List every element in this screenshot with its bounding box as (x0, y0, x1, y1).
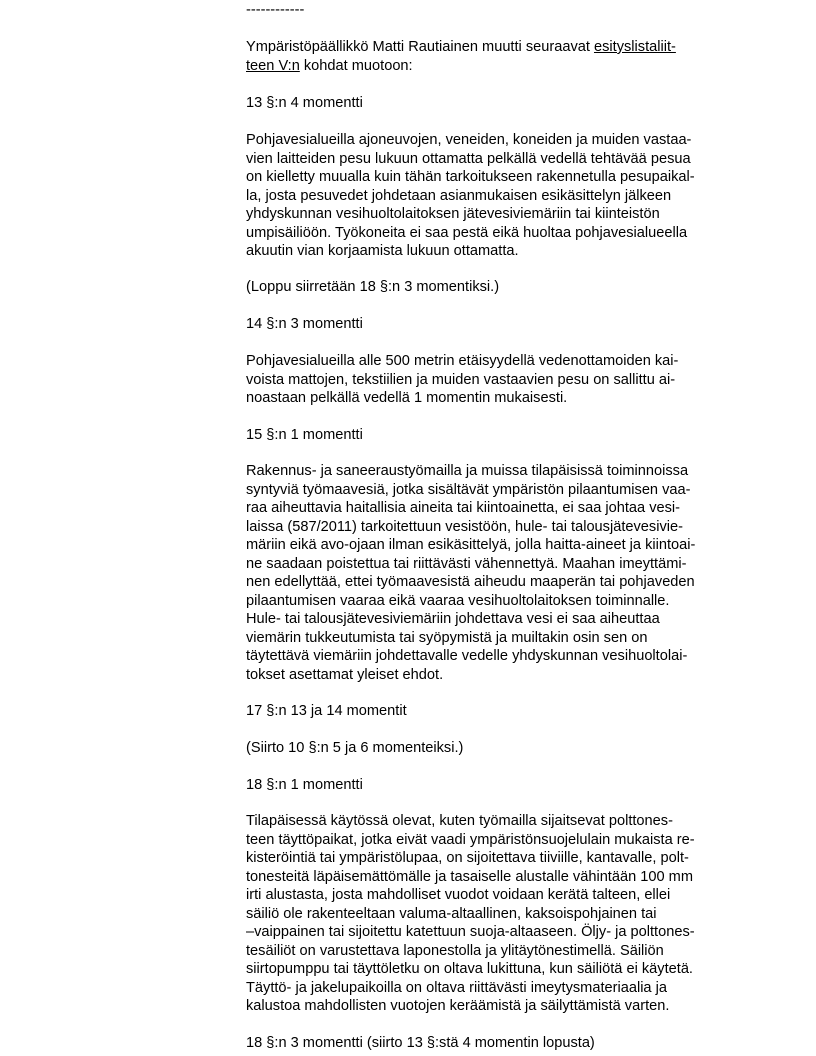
section-15-line: Rakennus- ja saneeraustyömailla ja muissa tilapäisissä toiminnoissa (246, 463, 689, 479)
section-13-line: umpisäiliöön. Työkoneita ei saa pestä eikä huoltaa pohjavesialueella (246, 224, 688, 241)
section-15-line: täytettävä viemäriin johdettavalle vedelle yhdyskunnan vesihuoltolai- (246, 648, 688, 664)
section-15-line: nen edellyttää, ettei työmaavesistä aiheudu maaperän tai pohjaveden (246, 574, 695, 590)
section-13-note: (Loppu siirretään 18 §:n 3 momentiksi.) (246, 279, 500, 295)
section-18-line: –vaippainen tai sijoitettu katettuun suoja-altaaseen. Öljy- ja polttones- (246, 924, 695, 940)
section-13-line: vien laitteiden pesu lukuun ottamatta pelkällä vedellä tehtävää pesua (246, 150, 691, 167)
section-18-line: säiliö ole rakenteeltaan valuma-altaallinen, kaksoispohjainen tai (246, 905, 657, 922)
section-15-line: laissa (587/2011) tarkoitettuun vesistöön, hule- tai talousjätevesivie- (246, 518, 683, 535)
section-18-line: tesäiliöt on varustettava laponestolla ja ylitäytönestimellä. Säiliön (246, 942, 664, 959)
section-13-heading: 13 §:n 4 momentti (246, 95, 363, 111)
section-18-line: teen täyttöpaikat, jotka eivät vaadi ympäristönsuojelulain mukaista re- (246, 831, 695, 848)
section-18-line: kalustoa mahdollisten vuotojen keräämistä ja säilyttämistä varten. (246, 998, 670, 1014)
section-15-line: ne saadaan poistettua tai riittävästi vähennettyä. Maahan imeyttämi- (246, 555, 687, 572)
section-18-line: Tilapäisessä käytössä olevat, kuten työmailla sijaitsevat polttones- (246, 813, 673, 829)
section-17-heading: 17 §:n 13 ja 14 momentit (246, 703, 407, 719)
section-15-heading: 15 §:n 1 momentti (246, 427, 363, 443)
intro-line-1 (246, 38, 676, 57)
section-15-line: syntyviä työmaavesiä, jotka sisältävät ympäristön pilaantumisen vaa- (246, 481, 691, 498)
section-13-line: yhdyskunnan vesihuoltolaitoksen jätevesiviemäriin tai kiinteistön (246, 206, 660, 222)
agenda-attachment-link-cont[interactable]: teen V:n (246, 58, 300, 74)
section-15-line: raa aiheuttavia haitallisia aineita tai kiintoainetta, ei saa johtaa vesi- (246, 500, 681, 516)
section-15-line: viemärin tukkeutumista tai syöpymistä ja muiltakin osin sen on (246, 629, 648, 646)
section-13-line: akuutin vian korjaamista lukuun ottamatta. (246, 243, 519, 259)
section-13-line: Pohjavesialueilla ajoneuvojen, veneiden, koneiden ja muiden vastaa- (246, 132, 692, 148)
intro-line-2 (246, 57, 413, 76)
section-18-line: siirtopumppu tai täyttöletku on oltava lukittuna, kun säiliötä ei käytetä. (246, 961, 693, 977)
section-18-subheading: 18 §:n 3 momentti (siirto 13 §:stä 4 momentin lopusta) (246, 1035, 595, 1051)
section-13-line: la, josta pesuvedet johdetaan asianmukaisen esikäsittelyn jälkeen (246, 187, 672, 204)
section-17-note: (Siirto 10 §:n 5 ja 6 momenteiksi.) (246, 740, 464, 756)
section-15-line: Hule- tai talousjätevesiviemäriin johdettava vesi ei saa aiheuttaa (246, 611, 660, 627)
section-14-line: voista mattojen, tekstiilien ja muiden vastaavien pesu on sallittu ai- (246, 371, 676, 388)
section-13-line: on kielletty muualla kuin tähän tarkoitukseen rakennetulla pesupaikal- (246, 169, 695, 185)
section-15-line: pilaantumisen vaaraa eikä vaaraa vesihuoltolaitoksen toiminnalle. (246, 592, 670, 609)
section-18-line: irti alustasta, josta mahdolliset vuodot voidaan kerätä talteen, ellei (246, 887, 671, 903)
section-18-line: Täyttö- ja jakelupaikoilla on oltava riittävästi imeytysmateriaalia ja (246, 979, 667, 996)
section-14-heading: 14 §:n 3 momentti (246, 316, 363, 332)
intro-text-end: kohdat muotoon: (299, 58, 413, 74)
section-18-heading: 18 §:n 1 momentti (246, 777, 363, 793)
section-15-line: tokset asettamat yleiset ehdot. (246, 666, 444, 683)
section-18-line: kisteröintiä tai ympäristölupaa, on sijoitettava tiiviille, kantavalle, polt- (246, 850, 689, 866)
section-15-line: märiin eikä avo-ojaan ilman esikäsittelyä, jolla haitta-aineet ja kiintoai- (246, 537, 696, 553)
section-14-line: noastaan pelkällä vedellä 1 momentin mukaisesti. (246, 390, 568, 406)
intro-text: Ympäristöpäällikkö Matti Rautiainen muutti seuraavat (246, 39, 594, 55)
section-18-line: tonesteitä läpäisemättömälle ja tasaiselle alustalle vähintään 100 mm (246, 868, 693, 885)
agenda-attachment-link[interactable]: esityslistaliit- (593, 39, 676, 55)
section-14-line: Pohjavesialueilla alle 500 metrin etäisyydellä vedenottamoiden kai- (246, 353, 679, 369)
separator: ------------ (246, 2, 305, 18)
